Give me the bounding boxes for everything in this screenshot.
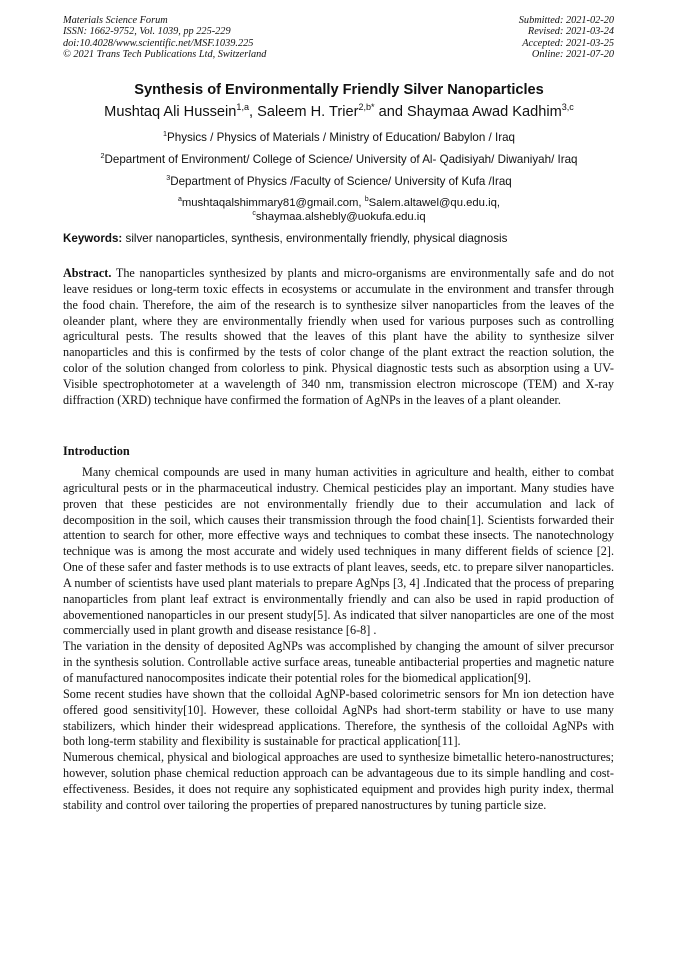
abstract-paragraph bbox=[63, 266, 614, 409]
intro-paragraph: Many chemical compounds are used in many human activities in agriculture and health, either to combat agricultural pests or in the pharmaceutical industry. Chemical pesticides play an important. Many studies have proven that these pesticides are not environmentally friendly due to their accumulation and lack of decomposition in the soil, which causes their transmission through the food chain[1]. Scientists forwarded their attention to search for other, more effective ways and techniques to combat these insects. The nanotechnology technique was is among the most accurate and widely used techniques in many different fields of science [2]. One of these safer and faster methods is to use extracts of plant leaves, seeds, etc. to prepare silver nanoparticles. A number of scientists have used plant materials to prepare AgNps [3, 4] .Indicated that the process of preparing nanoparticles from plant leaf extract is environmentally friendly and can also be used in rapid production of abovementioned nanoparticles in our present study[5]. As indicated that silver nanoparticles are one of the most commercially used in plant growth and disease resistance [6-8] . bbox=[63, 465, 614, 638]
author-affil-mark: 2,b* bbox=[358, 102, 375, 113]
author-name: Shaymaa Awad Kadhim bbox=[407, 104, 562, 120]
publication-dates bbox=[519, 15, 614, 61]
intro-paragraph: Numerous chemical, physical and biological approaches are used to synthesize bimetallic hetero-nanostructures; however, solution phase chemical reduction approach can be advantageous due to its simple handling and cost-effectiveness. Besides, it does not require any sophisticated equipment and provides high purity index, thermal stability and control over tailoring the properties of prepared nanostructures by tuning particle size. bbox=[63, 750, 614, 812]
paper-title: Synthesis of Environmentally Friendly Silver Nanoparticles bbox=[134, 82, 544, 98]
online-date: Online: 2021-07-20 bbox=[531, 49, 614, 61]
email-line-1 bbox=[0, 197, 678, 211]
journal-name: Materials Science Forum bbox=[63, 15, 168, 26]
email-b-link[interactable]: Salem.altawel@qu.edu.iq, bbox=[368, 197, 501, 209]
affiliation-text: Department of Environment/ College of Science/ University of Al- Qadisiyah/ Diwaniyah/ Iraq bbox=[104, 153, 578, 166]
affiliation-mark: 1 bbox=[163, 129, 168, 139]
email-mark: c bbox=[252, 209, 256, 217]
introduction-heading: Introduction bbox=[63, 444, 130, 458]
affiliation-1 bbox=[0, 131, 678, 144]
copyright-line: © 2021 Trans Tech Publications Ltd, Switzerland bbox=[63, 49, 267, 61]
affiliation-3 bbox=[0, 175, 678, 188]
email-mark: a bbox=[177, 196, 182, 204]
introduction-body bbox=[63, 465, 614, 814]
email-c-link[interactable]: shaymaa.alshebly@uokufa.edu.iq bbox=[255, 210, 426, 223]
affiliation-text: Department of Physics /Faculty of Science/ University of Kufa /Iraq bbox=[170, 175, 512, 188]
keywords-line bbox=[63, 232, 623, 245]
author-separator: , bbox=[248, 104, 258, 120]
keywords-text: silver nanoparticles, synthesis, environmentally friendly, physical diagnosis bbox=[125, 232, 508, 245]
author-list bbox=[0, 104, 678, 120]
author-name: Saleem H. Trier bbox=[257, 104, 359, 120]
email-a-link[interactable]: mushtaqalshimmary81@gmail.com, bbox=[181, 197, 362, 209]
keywords-label: Keywords: bbox=[63, 232, 123, 245]
submitted-date: Submitted: 2021-02-20 bbox=[518, 15, 614, 26]
affiliation-2 bbox=[0, 153, 678, 166]
author-emails bbox=[0, 197, 678, 224]
journal-info bbox=[63, 15, 266, 61]
author-affil-mark: 1,a bbox=[236, 102, 249, 113]
journal-issn: ISSN: 1662-9752, Vol. 1039, pp 225-229 bbox=[63, 26, 231, 38]
author-name: Mushtaq Ali Hussein bbox=[104, 104, 237, 120]
author-affil-mark: 3,c bbox=[561, 102, 574, 113]
email-line-2 bbox=[0, 211, 678, 225]
affiliation-mark: 2 bbox=[100, 151, 105, 161]
email-mark: b bbox=[364, 196, 369, 204]
intro-paragraph: Some recent studies have shown that the colloidal AgNP-based colorimetric sensors for Mn ion detection have offered good sensitivity[10]. However, these colloidal AgNPs had short-term stability or have to use many stabilizers, which hinder their widespread applications. Therefore, the synthesis of the colloidal AgNPs with both long-term stability and flexibility is sustainable for practical application[11]. bbox=[63, 686, 614, 749]
doi-link: doi:10.4028/www.scientific.net/MSF.1039.225 bbox=[63, 37, 254, 49]
affiliation-mark: 3 bbox=[166, 173, 171, 183]
accepted-date: Accepted: 2021-03-25 bbox=[522, 37, 614, 49]
author-separator: and bbox=[374, 104, 408, 120]
revised-date: Revised: 2021-03-24 bbox=[527, 26, 614, 38]
abstract-label: Abstract. bbox=[63, 266, 112, 280]
intro-paragraph: The variation in the density of deposited AgNPs was accomplished by changing the amount of silver precursor in the synthesis solution. Controllable active surface areas, tuneable antibacterial properties and magnetic nature of manufactured nanocomposites indicate their potential roles for the biomedical application[9]. bbox=[63, 639, 614, 685]
abstract-text: The nanoparticles synthesized by plants and micro-organisms are environmentally safe and do not leave residues or long-term toxic effects in ecosystems or accumulate in the environment and transfer through the food chain. Therefore, the aim of the research is to synthesize silver nanoparticles from the leaves of the oleander plant, where they are environmentally friendly when used for various purposes such as controlling agricultural pests. The results showed that the leaves of this plant have the ability to synthesize silver nanoparticles and this is confirmed by the tests of color change of the plant extract the reaction solution, the color of the solution changed from colorless to pink. Physical diagnostic tests such as absorption using a UV-Visible spectrophotometer at a wavelength of 340 nm, transmission electron microscope (TEM) and X-ray diffraction (XRD) technique have confirmed the formation of AgNPs in the leaves of a plant oleander. bbox=[63, 266, 614, 407]
affiliation-text: Physics / Physics of Materials / Ministry of Education/ Babylon / Iraq bbox=[167, 131, 515, 144]
